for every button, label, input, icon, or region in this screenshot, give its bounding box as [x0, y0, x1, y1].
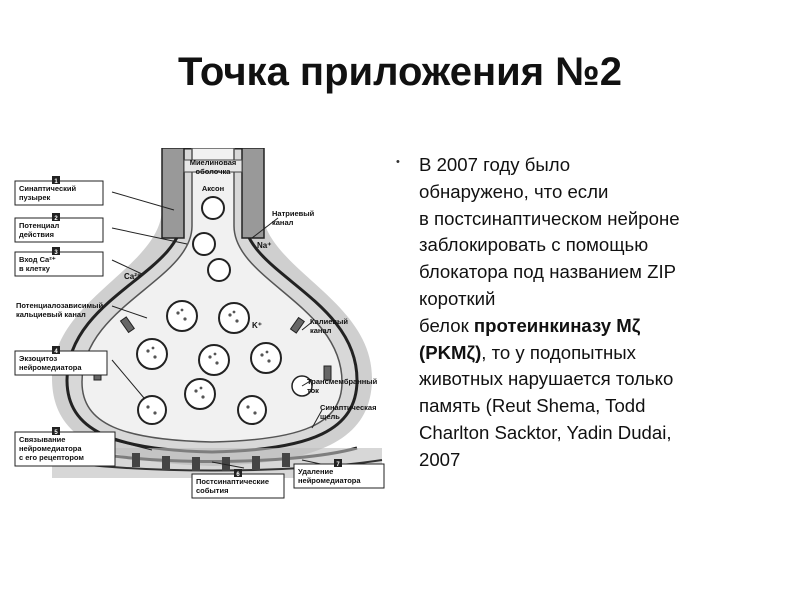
text-line: заблокировать с помощью [419, 234, 649, 256]
svg-text:7: 7 [336, 462, 340, 468]
svg-text:Вход Ca²⁺: Вход Ca²⁺ [19, 255, 56, 264]
svg-text:3: 3 [54, 250, 58, 256]
svg-text:нейромедиатора: нейромедиатора [19, 444, 82, 453]
svg-text:с его рецептором: с его рецептором [19, 453, 84, 462]
svg-text:Постсинаптические: Постсинаптические [196, 477, 270, 486]
text-line: в постсинаптическом нейроне [419, 207, 680, 229]
slide-title: Точка приложения №2 [177, 50, 623, 94]
label-myelin-1: Миелиновая [189, 158, 237, 167]
svg-text:пузырек: пузырек [19, 193, 51, 202]
svg-text:Экзоцитоз: Экзоцитоз [19, 354, 58, 363]
protein-kinase-term: протеинкиназу Mζ [473, 314, 641, 336]
text-line: память (Reut Shema, Todd [419, 395, 646, 417]
label-transmembrane-2: ток [307, 386, 319, 395]
text-line: обнаружено, что если [419, 180, 609, 202]
svg-text:нейромедиатора: нейромедиатора [19, 363, 82, 372]
text-line: В 2007 году было [419, 154, 571, 175]
svg-text:действия: действия [19, 230, 54, 239]
label-transmembrane-1: Трансмембранный [307, 377, 378, 386]
bullet-paragraph [419, 152, 794, 474]
svg-text:Синаптический: Синаптический [19, 184, 77, 193]
text-line: короткий [419, 287, 496, 309]
label-synaptic-cleft-2: щель [320, 412, 340, 421]
text-line: (PKMζ), то у подопытных [419, 341, 636, 363]
svg-text:события: события [196, 486, 229, 495]
label-potassium-channel-2: канал [310, 326, 332, 335]
svg-text:Потенциал: Потенциал [19, 221, 60, 230]
label-synaptic-cleft-1: Синаптическая [320, 403, 377, 412]
svg-text:5: 5 [54, 430, 58, 436]
svg-text:2: 2 [54, 216, 58, 222]
label-potassium-channel-1: Калиевый [310, 317, 349, 326]
label-voltage-ca-2: кальциевый канал [16, 310, 86, 319]
label-sodium-ion: Na⁺ [257, 241, 272, 250]
label-sodium-channel-1: Натриевый [272, 209, 315, 218]
svg-text:нейромедиатора: нейромедиатора [298, 476, 361, 485]
step-box-5 [15, 427, 115, 466]
text-line: блокатора под названием ZIP [419, 261, 677, 283]
label-calcium-ion: Ca²⁺ [124, 272, 142, 281]
svg-text:4: 4 [54, 349, 58, 355]
svg-text:Удаление: Удаление [298, 467, 334, 476]
text-line: Charlton Sacktor, Yadin Dudai, [419, 421, 672, 443]
svg-text:Связывание: Связывание [19, 435, 66, 444]
svg-text:в клетку: в клетку [19, 264, 50, 273]
bullet-dot-icon: • [396, 156, 400, 168]
synapse-diagram [12, 148, 392, 510]
text-line: животных нарушается только [419, 368, 674, 390]
svg-text:6: 6 [236, 472, 240, 478]
label-voltage-ca-1: Потенциалозависимый [16, 301, 104, 310]
svg-text:1: 1 [54, 179, 58, 185]
label-axon: Аксон [201, 184, 225, 193]
text-line: белок протеинкиназу Mζ [419, 314, 641, 336]
text-line: 2007 [419, 448, 461, 470]
pkmz-term: (PKMζ) [419, 341, 482, 363]
label-sodium-channel-2: канал [272, 218, 294, 227]
label-potassium-ion: K⁺ [252, 321, 262, 330]
label-myelin-2: оболочка [195, 167, 231, 176]
